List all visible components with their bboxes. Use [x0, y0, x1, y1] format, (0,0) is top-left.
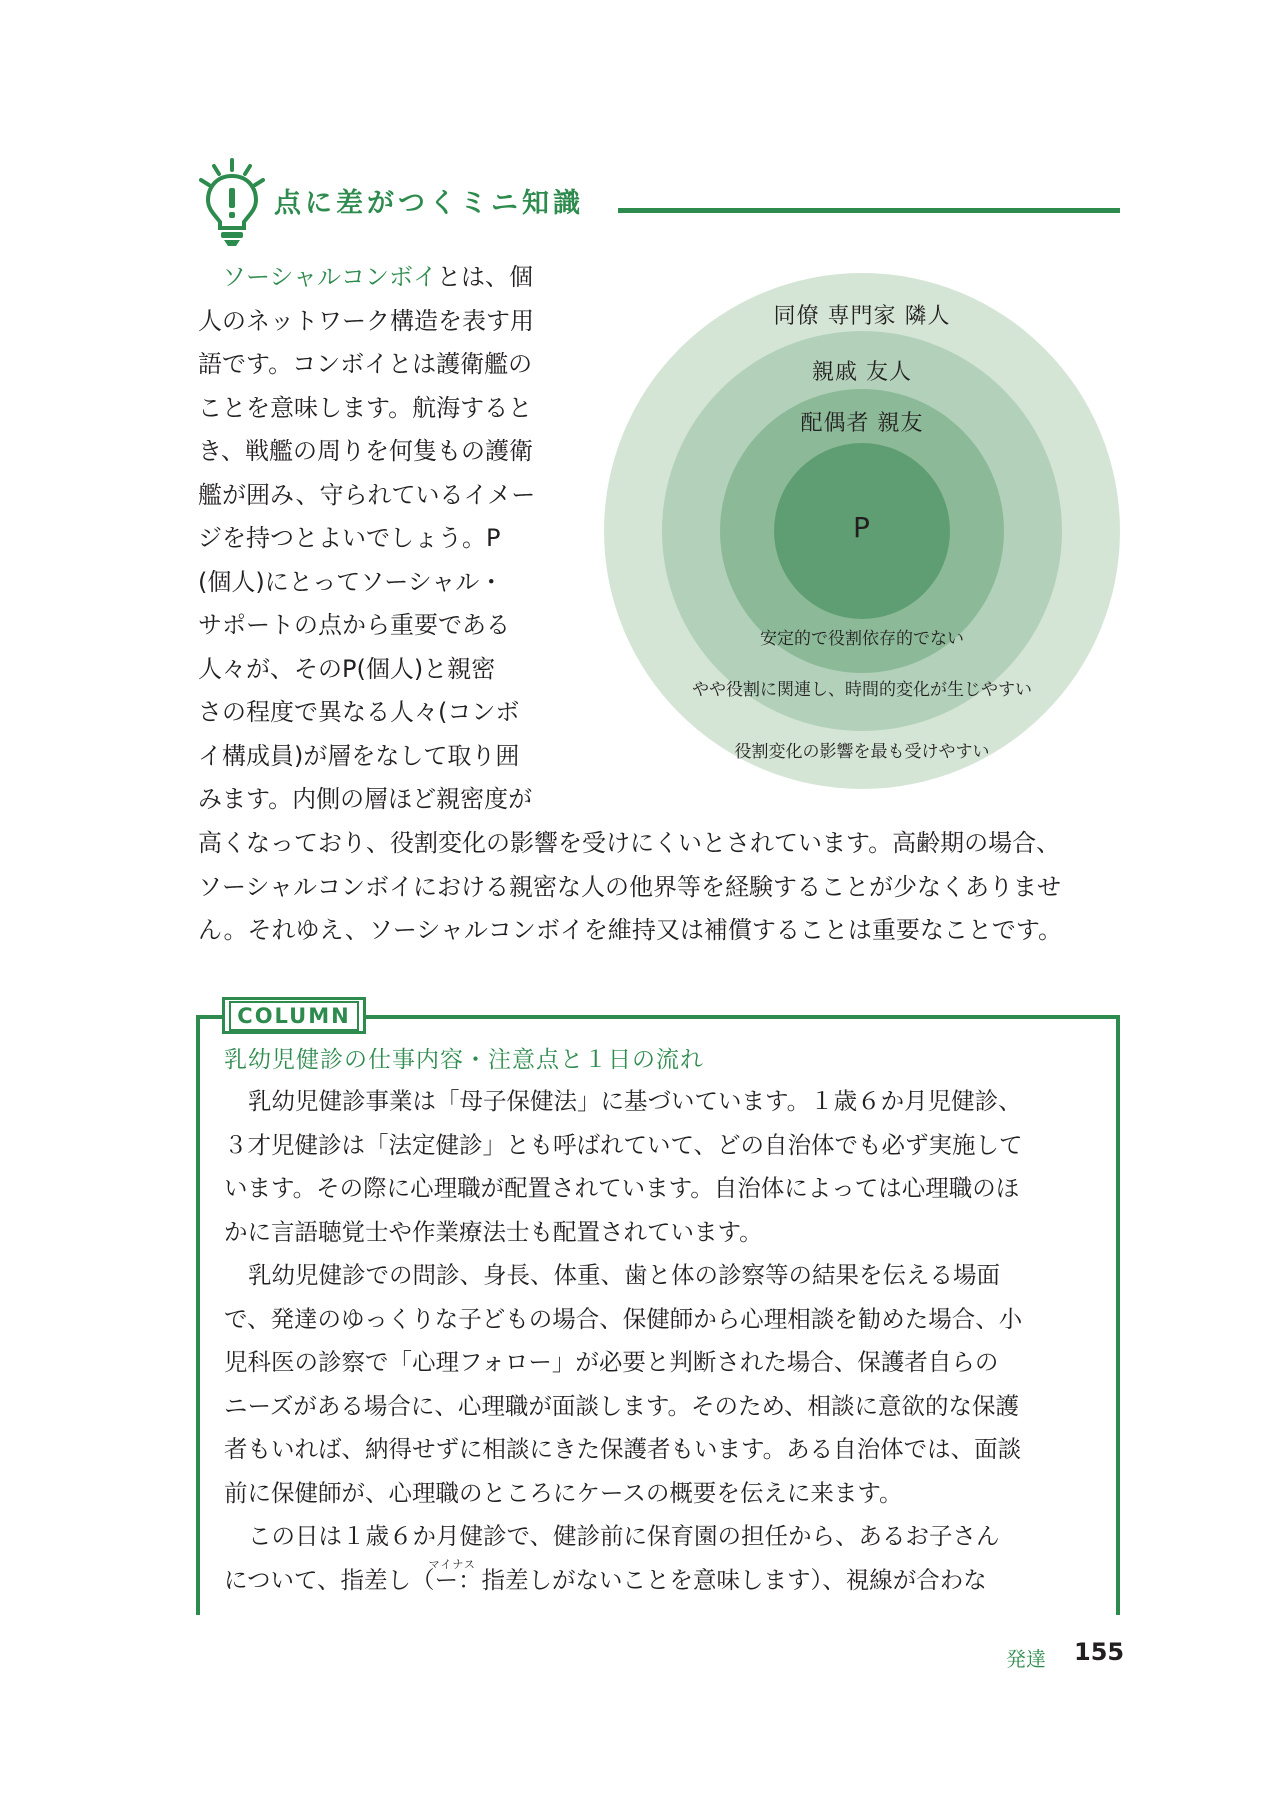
- column-text: ：指差しがないことを意味します）、視線が合わな: [458, 1565, 987, 1594]
- intro-line: 人のネットワーク構造を表す用: [198, 306, 534, 335]
- center-label: P: [853, 511, 871, 544]
- ruby-reading: マイナス: [428, 1557, 476, 1571]
- intro-line: き、戦艦の周りを何隻もの護衛: [198, 437, 534, 465]
- column-line: 乳幼児健診での問診、身長、体重、歯と体の診察等の結果を伝える場面: [248, 1261, 1000, 1289]
- intro-line: 語です。コンボイとは護衛艦の: [198, 350, 533, 378]
- column-line: 者もいれば、納得せずに相談にきた保護者もいます。ある自治体では、面談: [224, 1435, 1022, 1463]
- ring2-description: やや役割に関連し、時間的変化が生じやすい: [692, 680, 1032, 700]
- footer-section-label: 発達: [1006, 1647, 1046, 1671]
- intro-line: 艦が囲み、守られているイメー: [198, 480, 536, 509]
- column-line: ３才児健診は「法定健診」とも呼ばれていて、どの自治体でも必ず実施して: [224, 1130, 1023, 1159]
- social-convoy-diagram: [604, 273, 1120, 789]
- intro-line: (個人)にとってソーシャル・: [198, 567, 504, 596]
- intro-text: とは、個: [437, 263, 534, 291]
- column-paragraph-1: [224, 1080, 1104, 1254]
- column-text: について、指差し（: [224, 1565, 435, 1594]
- intro-line: 人々が、そのP(個人)と親密: [198, 654, 496, 683]
- column-line: 前に保健師が、心理職のところにケースの概要を伝えに来ます。: [224, 1478, 903, 1507]
- body-line: 高くなっており、役割変化の影響を受けにくいとされています。高齢期の場合、: [198, 829, 1061, 857]
- column-line: 児科医の診察で「心理フォロー」が必要と判断された場合、保護者自らの: [224, 1348, 999, 1376]
- column-line: この日は１歳６か月健診で、健診前に保育園の担任から、あるお子さん: [248, 1522, 1000, 1550]
- ring1-description: 安定的で役割依存的でない: [760, 629, 964, 649]
- minus-symbol: ー: [434, 1565, 459, 1594]
- intro-line: [198, 256, 568, 300]
- body-line: ん。それゆえ、ソーシャルコンボイを維持又は補償することは重要なことです。: [198, 916, 1062, 944]
- ring3-label: 同僚 専門家 隣人: [773, 304, 951, 329]
- mini-knowledge-intro: [198, 256, 568, 822]
- ring3-description: 役割変化の影響を最も受けやすい: [734, 742, 990, 762]
- intro-line: さの程度で異なる人々(コンボ: [198, 698, 520, 726]
- column-tab: [222, 997, 366, 1034]
- column-line: 乳幼児健診事業は「母子保健法」に基づいています。１歳６か月児健診、: [248, 1087, 1022, 1115]
- ring1-label: 配偶者 親友: [800, 411, 924, 436]
- intro-line: ジを持つとよいでしょう。P: [198, 524, 501, 552]
- minus-mark: [428, 1557, 476, 1603]
- header-divider: [618, 208, 1120, 213]
- column-line: ニーズがある場合に、心理職が面談します。そのため、相談に意欲的な保護: [224, 1391, 1020, 1420]
- column-paragraph-2: [224, 1254, 1104, 1515]
- intro-line: サポートの点から重要である: [198, 611, 510, 639]
- column-tab-label: COLUMN: [229, 1001, 358, 1031]
- intro-line: みます。内側の層ほど親密度が: [198, 785, 533, 813]
- body-line: ソーシャルコンボイにおける親密な人の他界等を経験することが少なくありませ: [198, 872, 1062, 901]
- ring2-label: 親戚 友人: [812, 360, 912, 385]
- mini-knowledge-continuation: [198, 822, 1118, 953]
- column-line: [224, 1559, 1104, 1603]
- page-number: 155: [1074, 1638, 1125, 1666]
- intro-line: ことを意味します。航海すると: [198, 393, 533, 422]
- column-line: かに言語聴覚士や作業療法士も配置されています。: [224, 1217, 763, 1246]
- term-social-convoy: ソーシャルコンボイ: [222, 263, 438, 291]
- mini-knowledge-title: 点に差がつくミニ知識: [274, 188, 584, 219]
- column-line: で、発達のゆっくりな子どもの場合、保健師から心理相談を勧めた場合、小: [224, 1304, 1023, 1333]
- lightbulb-icon: [196, 158, 268, 248]
- column-line: います。その際に心理職が配置されています。自治体によっては心理職のほ: [224, 1174, 1020, 1202]
- column-title: 乳幼児健診の仕事内容・注意点と１日の流れ: [224, 1047, 704, 1073]
- column-paragraph-3: [224, 1515, 1104, 1602]
- intro-line: イ構成員)が層をなして取り囲: [198, 741, 520, 770]
